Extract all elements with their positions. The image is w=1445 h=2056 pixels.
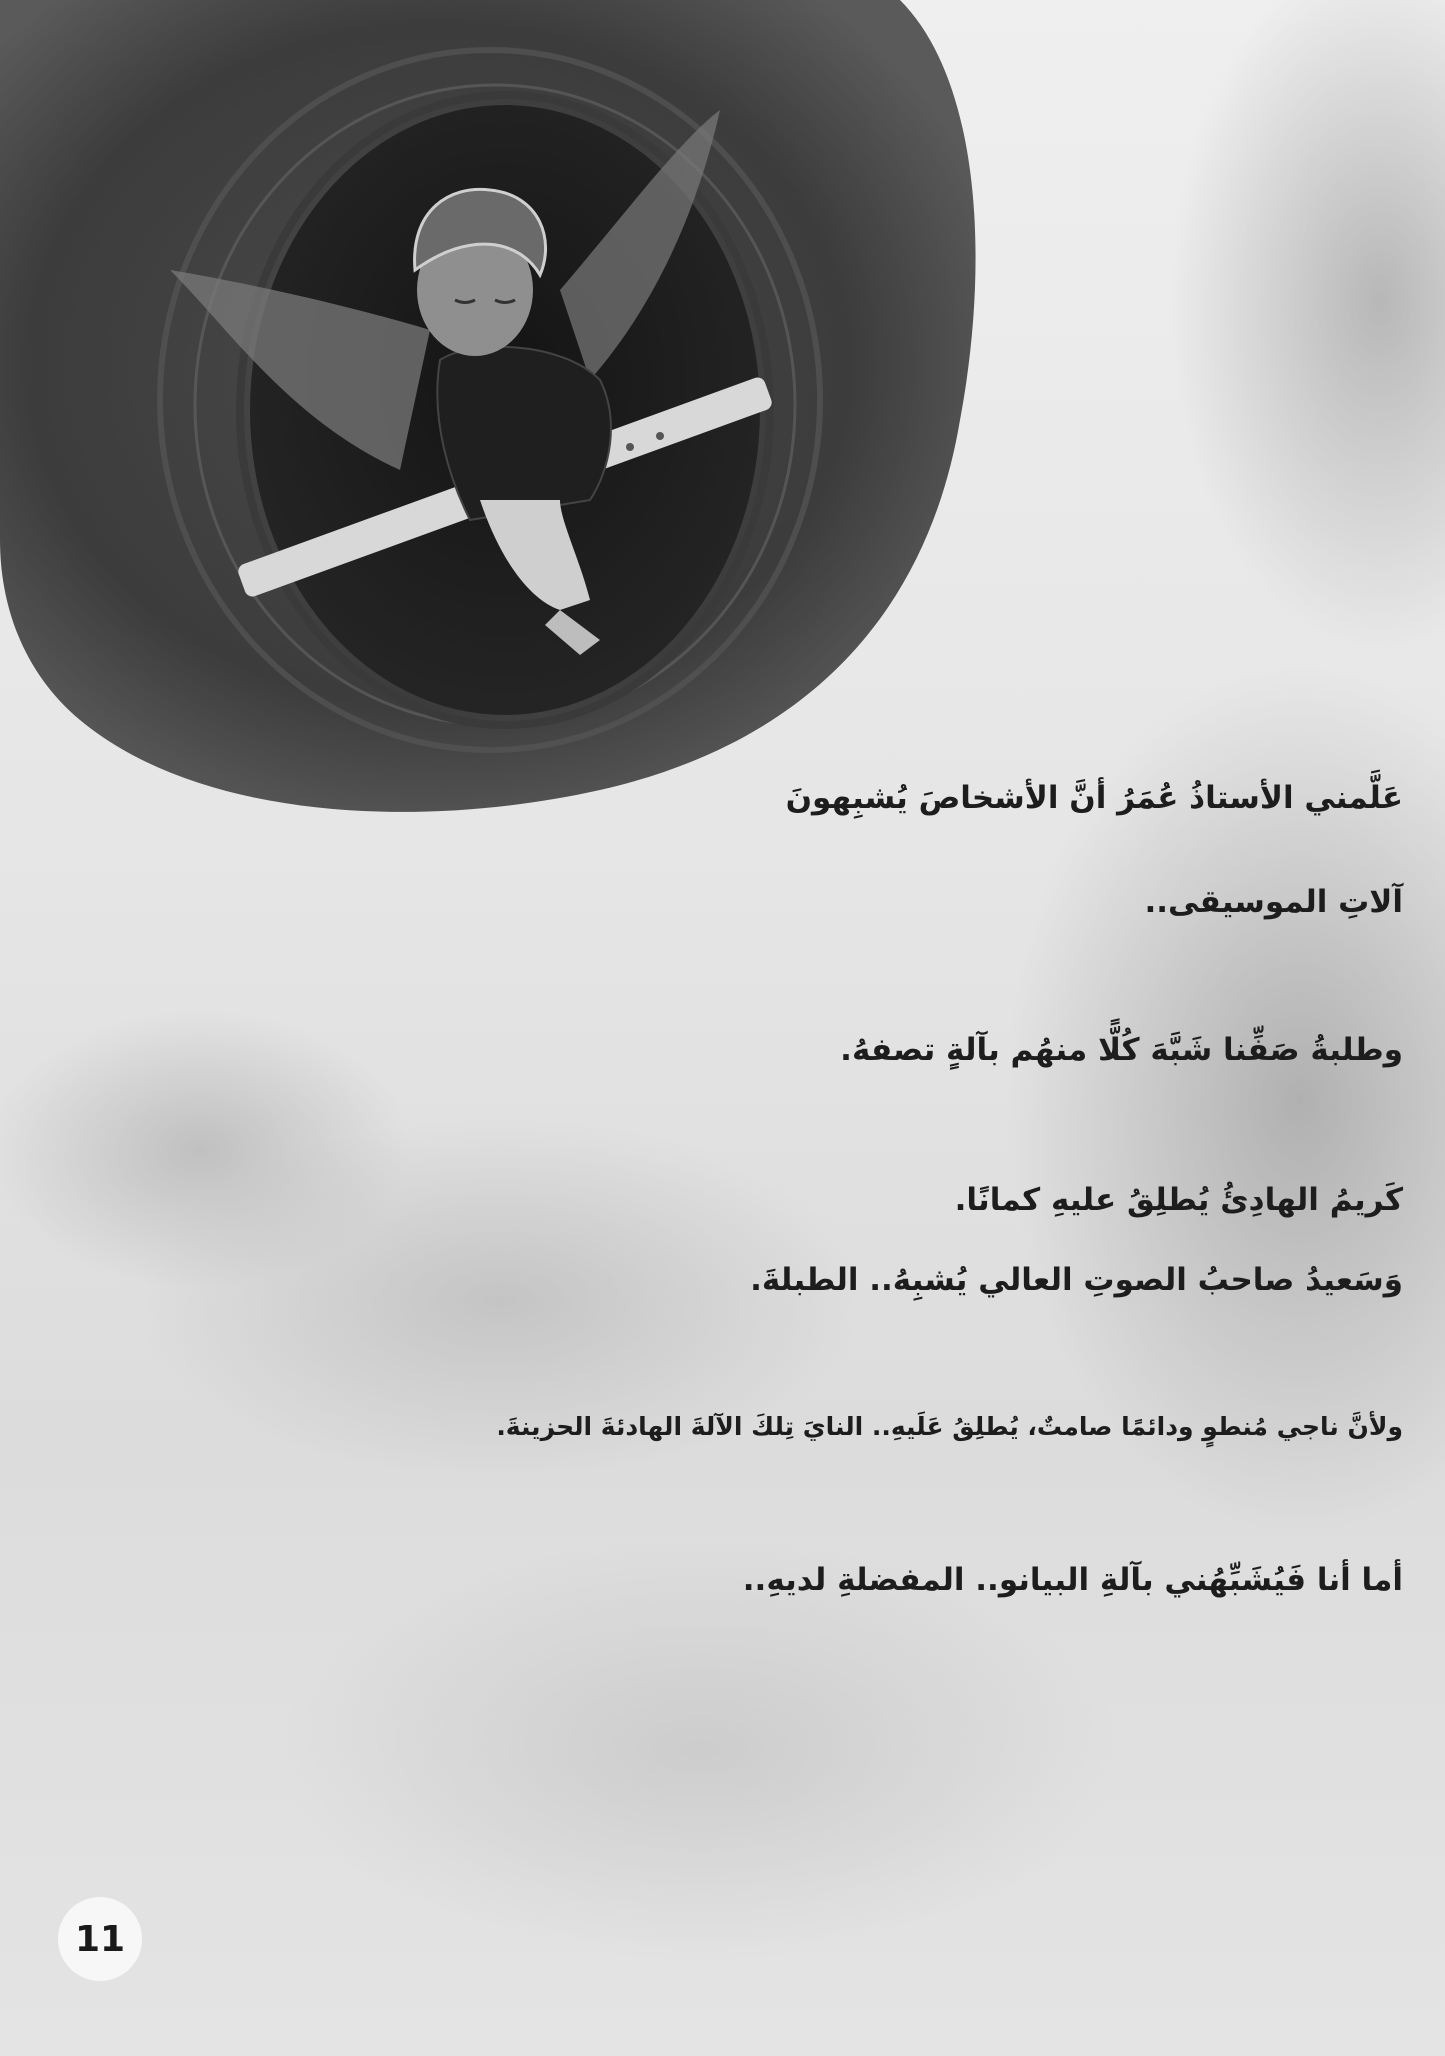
story-line: عَلَّمني الأستاذُ عُمَرُ أنَّ الأشخاصَ يُشبِهونَ: [785, 780, 1403, 816]
page-number: 11: [58, 1897, 142, 1981]
story-line: ولأنَّ ناجي مُنطوٍ ودائمًا صامتٌ، يُطلِقُ عَلَيهِ.. النايَ تِلكَ الآلةَ الهادئةَ الحزينةَ.: [496, 1412, 1403, 1441]
story-line: كَريمُ الهادِئُ يُطلِقُ عليهِ كمانًا.: [954, 1182, 1403, 1218]
story-line: أما أنا فَيُشَبِّهُني بآلةِ البيانو.. المفضلةِ لديهِ..: [742, 1562, 1403, 1598]
story-line: آلاتِ الموسيقى..: [1144, 884, 1403, 920]
story-line: وطلبةُ صَفِّنا شَبَّهَ كُلًّا منهُم بآلةٍ تصفهُ.: [840, 1032, 1403, 1068]
flute-boy-illustration: [0, 0, 1000, 840]
story-line: وَسَعيدُ صاحبُ الصوتِ العالي يُشبِهُ.. الطبلةَ.: [750, 1262, 1403, 1298]
